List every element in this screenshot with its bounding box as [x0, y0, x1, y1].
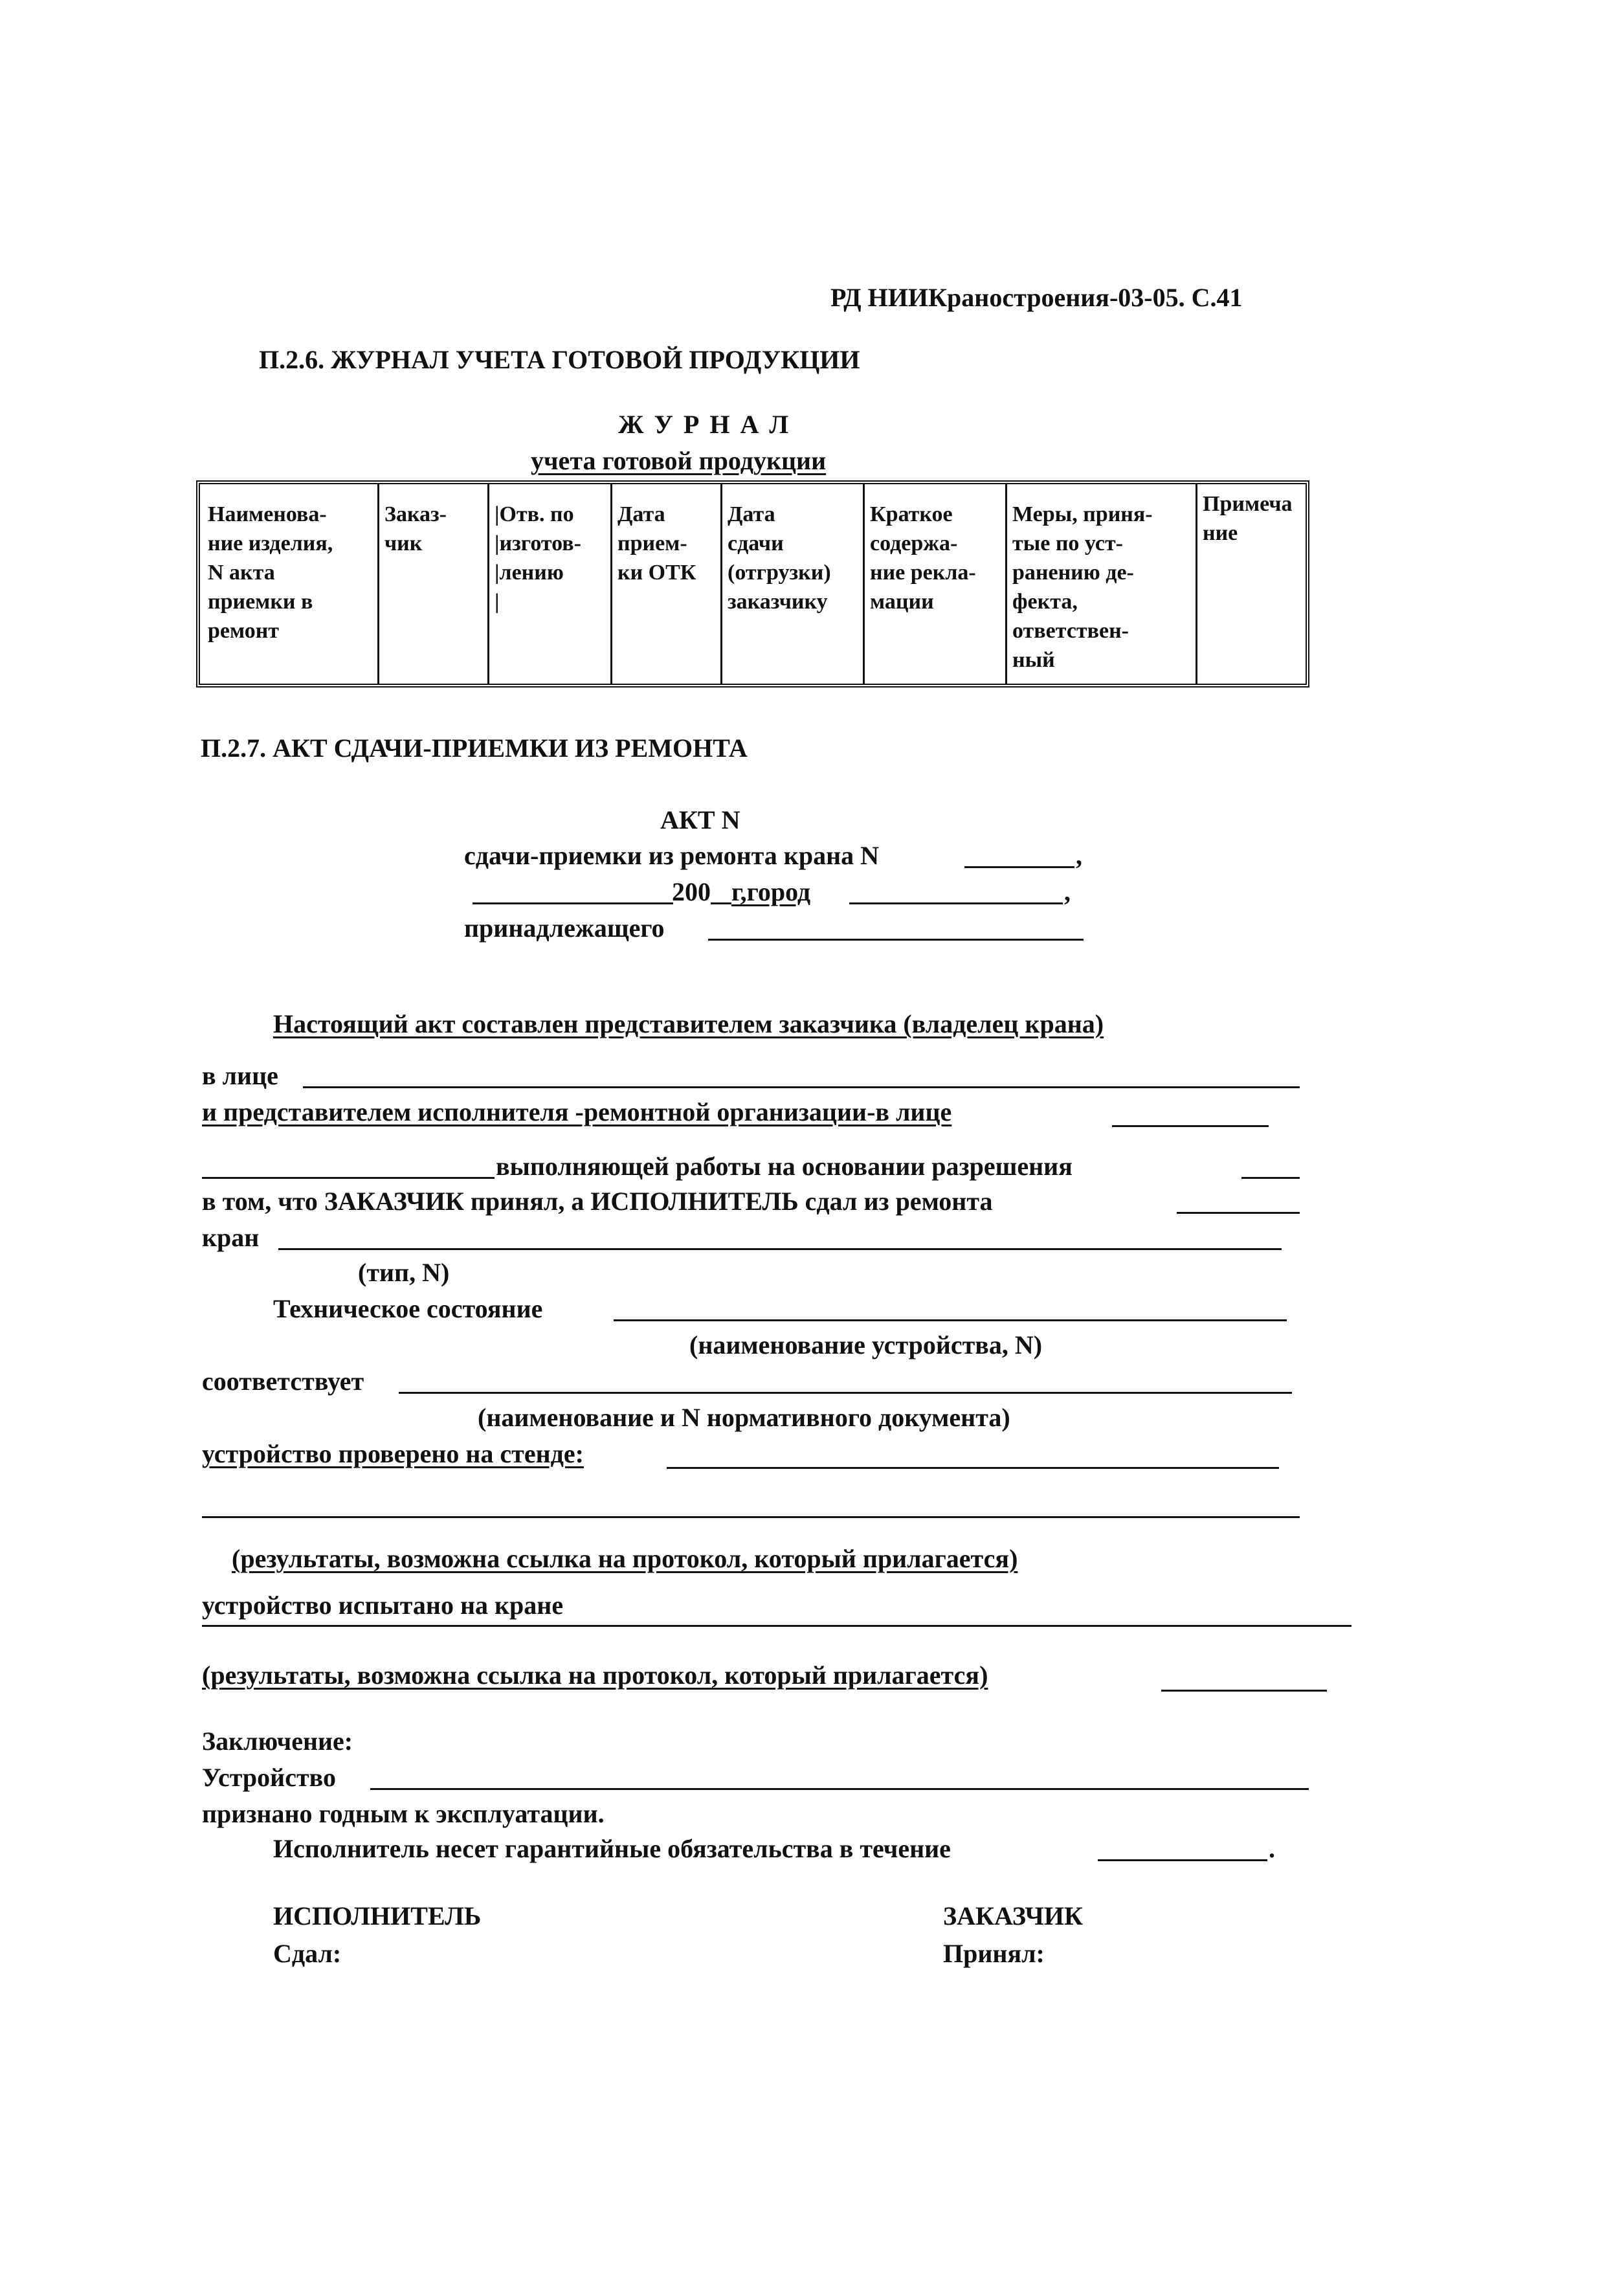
performing-text: выполняющей работы на основании разрешения: [496, 1152, 1073, 1181]
stand-result-blank: [202, 1516, 1300, 1518]
signature-accepted: Принял:: [943, 1939, 1045, 1968]
transfer-blank: [1177, 1212, 1300, 1214]
act-line-crane: сдачи-приемки из ремонта крана N: [464, 841, 879, 870]
signature-handed: Сдал:: [273, 1939, 342, 1968]
conforms-blank: [399, 1392, 1292, 1394]
journal-title: Ж У Р Н А Л: [618, 410, 791, 439]
crane-test-label: устройство испытано на кране: [202, 1591, 564, 1620]
journal-table: [196, 480, 1309, 688]
signature-customer: ЗАКАЗЧИК: [943, 1901, 1083, 1930]
act-city: г,город: [731, 877, 811, 906]
table-header-cell: |Отв. по |изготов- |лению |: [487, 484, 610, 684]
year-blank: [711, 902, 731, 904]
crane-label: кран: [202, 1223, 260, 1252]
section-title-journal: П.2.6. ЖУРНАЛ УЧЕТА ГОТОВОЙ ПРОДУКЦИИ: [259, 345, 860, 374]
date-blank: [473, 902, 673, 904]
city-blank: [849, 902, 1063, 904]
act-year: 200: [672, 877, 711, 906]
table-header-cell: Дата прием- ки ОТК: [610, 484, 720, 684]
device-label: Устройство: [202, 1763, 336, 1792]
table-header-cell: Меры, приня- тые по уст- ранению де- фекта, ответствен- ный: [1005, 484, 1196, 684]
hint-normdoc: (наименование и N нормативного документа): [478, 1403, 1010, 1432]
section-title-act: П.2.7. АКТ СДАЧИ-ПРИЕМКИ ИЗ РЕМОНТА: [201, 733, 748, 763]
signature-contractor: ИСПОЛНИТЕЛЬ: [273, 1901, 482, 1930]
conclusion-label: Заключение:: [202, 1727, 353, 1756]
document-reference: РД НИИКраностроения-03-05. С.41: [830, 283, 1243, 312]
in-person-label: в лице: [202, 1061, 278, 1090]
hint-results-2: (результаты, возможна ссылка на протокол, который прилагается): [202, 1661, 988, 1690]
warranty-text: Исполнитель несет гарантийные обязательства в течение: [273, 1834, 951, 1863]
stand-test-label: устройство проверено на стенде:: [202, 1439, 584, 1468]
crane-test-blank: [202, 1625, 1351, 1627]
table-header-cell: Наименова- ние изделия, N акта приемки в ремонт: [208, 502, 333, 643]
conforms-label: соответствует: [202, 1367, 364, 1396]
fit-text: признано годным к эксплуатации.: [202, 1799, 605, 1828]
hint-device: (наименование устройства, N): [689, 1330, 1043, 1359]
act-intro: Настоящий акт составлен представителем заказчика (владелец крана): [273, 1009, 1104, 1038]
table-header-cell: Примеча ние: [1196, 484, 1306, 684]
warranty-end: .: [1269, 1834, 1275, 1863]
crane-number-blank: [964, 866, 1074, 868]
transfer-text: в том, что ЗАКАЗЧИК принял, а ИСПОЛНИТЕЛЬ сдал из ремонта: [202, 1187, 993, 1216]
hint-results-1: (результаты, возможна ссылка на протокол, который прилагается): [232, 1544, 1018, 1573]
warranty-blank: [1098, 1859, 1267, 1861]
stand-test-blank: [667, 1467, 1279, 1469]
crane-blank: [278, 1248, 1282, 1250]
permission-blank: [1241, 1177, 1300, 1179]
performing-blank: [202, 1177, 495, 1179]
journal-subtitle: учета готовой продукции: [531, 446, 827, 475]
in-person-blank: [303, 1086, 1300, 1088]
results-2-blank: [1161, 1690, 1327, 1692]
act-line-comma: ,: [1064, 877, 1071, 906]
tech-state-label: Техническое состояние: [273, 1294, 543, 1323]
owner-blank: [708, 939, 1084, 941]
device-blank: [370, 1788, 1309, 1790]
table-header-cell: Дата сдачи (отгрузки) заказчику: [720, 484, 863, 684]
hint-type: (тип, N): [358, 1258, 450, 1287]
table-header-cell: Заказ- чик: [377, 484, 487, 684]
act-owner: принадлежащего: [464, 913, 665, 943]
contractor-representative: и представителем исполнителя -ремонтной организации-в лице: [202, 1097, 952, 1126]
contractor-blank: [1112, 1125, 1269, 1127]
tech-state-blank: [614, 1319, 1287, 1321]
act-line-comma: ,: [1076, 841, 1082, 870]
act-title: АКТ N: [660, 805, 740, 834]
table-header-cell: Краткое содержа- ние рекла- мации: [863, 484, 1005, 684]
